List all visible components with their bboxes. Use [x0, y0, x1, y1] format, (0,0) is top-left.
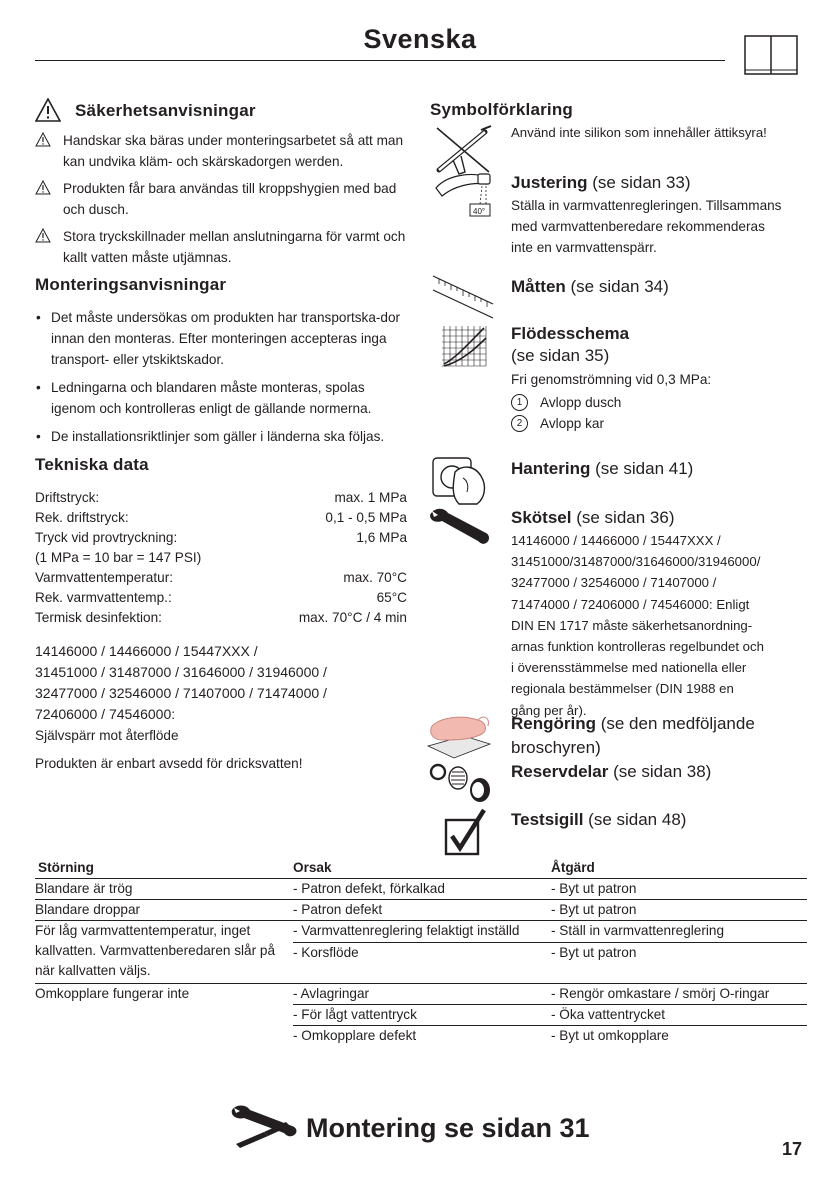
table-cell: - Byt ut patron: [551, 902, 637, 917]
safety-item: [35, 178, 407, 220]
troubleshooting-table: [35, 858, 807, 1046]
tech-label: (1 MPa = 10 bar = 147 PSI): [35, 550, 202, 565]
bullet: •: [36, 310, 41, 325]
rengoring-block: [511, 712, 755, 760]
table-cell: - Patron defekt, förkalkad: [293, 881, 445, 896]
hantering-block: [511, 458, 693, 481]
text-line: DIN EN 1717 måste säkerhetsanordning-: [511, 617, 753, 633]
tech-row: [35, 527, 407, 547]
flow-chart-icon: [440, 324, 488, 368]
table-row: [35, 900, 807, 921]
skotsel-text: [511, 530, 764, 721]
tech-label: Tryck vid provtryckning:: [35, 530, 178, 545]
safety-text: Stora tryckskillnader mellan anslutningarna för varmt och kallt vatten måste utjämnas.: [63, 229, 406, 265]
safety-item: [35, 130, 407, 172]
warning-small-icon: [35, 132, 51, 147]
safety-heading: Säkerhetsanvisningar: [75, 100, 256, 120]
bullet: •: [36, 380, 41, 395]
table-cell: - Avlagringar: [293, 986, 370, 1001]
book-icon: [743, 34, 799, 76]
table-cell: - Korsflöde: [293, 945, 359, 960]
testsigill-ref: (se sidan 48): [583, 810, 687, 829]
reservdelar-title: Reservdelar: [511, 762, 609, 781]
backflow-text: Självspärr mot återflöde: [35, 728, 179, 743]
tech-heading: Tekniska data: [35, 455, 149, 474]
table-cell: - Byt ut omkopplare: [551, 1028, 669, 1043]
dimensions-icon: [431, 274, 495, 320]
silicone-warning: Använd inte silikon som innehåller ättiksyra!: [511, 125, 767, 140]
page-title: Svenska: [363, 24, 477, 54]
text-line: 31451000/31487000/31646000/31946000/: [511, 554, 761, 570]
number-circle: 1: [511, 394, 528, 411]
bullet: •: [36, 429, 41, 444]
text-line: regionala bestämmelser (DIN 1988 en: [511, 681, 734, 697]
table-row: [35, 879, 807, 900]
table-cell: Omkopplare fungerar inte: [35, 986, 190, 1001]
hantering-title: Hantering: [511, 459, 591, 478]
footer-title: Montering se sidan 31: [306, 1113, 590, 1143]
tech-value: max. 1 MPa: [334, 490, 407, 505]
skotsel-ref: (se sidan 36): [571, 508, 675, 527]
tech-row: [35, 607, 407, 627]
table-header: [35, 858, 807, 879]
flode-text: Fri genomströmning vid 0,3 MPa:: [511, 372, 712, 387]
skotsel-block: [511, 507, 764, 721]
table-cell: - Byt ut patron: [551, 881, 637, 896]
flode-item: [511, 392, 711, 413]
tech-label: Rek. varmvattentemp.:: [35, 590, 172, 605]
safety-text: Handskar ska bäras under monteringsarbetet så att man kan undvika kläm- och skärskadorgen werden.: [63, 133, 404, 169]
table-cell: - För lågt vattentryck: [293, 1007, 417, 1022]
matten-title: Måtten: [511, 277, 566, 296]
model-line: 14146000 / 14466000 / 15447XXX /: [35, 643, 258, 659]
table-cell: Blandare droppar: [35, 902, 141, 917]
wrench-icon: [428, 505, 492, 545]
warning-small-icon: [35, 180, 51, 195]
test-seal-checkbox-icon: [444, 808, 488, 856]
header-rule: [35, 60, 725, 61]
table-row: [35, 921, 807, 943]
rengoring-ref2: broschyren): [511, 738, 601, 757]
text-line: Ställa in varmvattenregleringen. Tillsammans: [511, 198, 782, 213]
warning-small-icon: [35, 228, 51, 243]
flode-item: [511, 413, 711, 434]
model-line: 31451000 / 31487000 / 31646000 / 31946000 /: [35, 664, 327, 680]
hantering-ref: (se sidan 41): [590, 459, 694, 478]
flode-item-label: Avlopp kar: [540, 416, 604, 431]
table-cell: För låg varmvattentemperatur, inget kallvatten. Varmvattenberedaren slår på när kallvatten väljs.: [35, 923, 276, 978]
testsigill-block: [511, 809, 686, 832]
justering-ref: (se sidan 33): [587, 173, 691, 192]
tech-value: 0,1 - 0,5 MPa: [325, 510, 407, 525]
model-line: 72406000 / 74546000:: [35, 706, 176, 722]
text-line: med varmvattenberedare rekommenderas: [511, 219, 765, 234]
text-line: gång per år).: [511, 702, 587, 718]
flode-title: Flödesschema: [511, 324, 630, 343]
warning-icon: [35, 98, 61, 122]
tech-row: [35, 487, 407, 507]
rengoring-ref: (se den medföljande: [596, 714, 755, 733]
drinking-water-note: Produkten är enbart avsedd för dricksvatten!: [35, 756, 303, 771]
mounting-text: De installationsriktlinjer som gäller i länderna ska följas.: [51, 429, 385, 444]
mounting-item: [35, 307, 407, 370]
text-line: 32477000 / 32546000 / 71407000 /: [511, 575, 717, 591]
justering-text: [511, 195, 781, 258]
text-line: 14146000 / 14466000 / 15447XXX /: [511, 533, 721, 548]
mounting-heading: Monteringsanvisningar: [35, 275, 227, 294]
table-cell: - Omkopplare defekt: [293, 1028, 417, 1043]
text-line: arnas funktion kontrolleras regelbundet och: [511, 639, 764, 655]
model-list: [35, 641, 407, 725]
mounting-item: [35, 426, 407, 447]
mounting-item: [35, 377, 407, 419]
tools-icon: [228, 1102, 300, 1148]
mounting-text: Det måste undersökas om produkten har transportska-dor innan den monteras. Efter monteringen accepteras inga transport- eller ytskiktskador.: [51, 310, 401, 367]
number-circle: 2: [511, 415, 528, 432]
text-line: 71474000 / 72406000 / 74546000: Enligt: [511, 596, 750, 612]
table-cell: - Öka vattentrycket: [551, 1007, 666, 1022]
svg-text:40°: 40°: [473, 207, 486, 216]
tech-label: Driftstryck:: [35, 490, 100, 505]
matten-block: [511, 276, 669, 299]
reservdelar-ref: (se sidan 38): [608, 762, 712, 781]
page-number: 17: [782, 1139, 803, 1159]
model-line: 32477000 / 32546000 / 71407000 / 71474000 /: [35, 685, 327, 701]
tech-row: [35, 507, 407, 527]
skotsel-title: Skötsel: [511, 508, 572, 527]
matten-ref: (se sidan 34): [565, 277, 669, 296]
tech-row: [35, 587, 407, 607]
symbols-heading: Symbolförklaring: [430, 100, 574, 119]
table-cell: - Ställ in varmvattenreglering: [551, 923, 725, 938]
text-line: inte en varmvattenspärr.: [511, 240, 657, 255]
tech-label: Rek. driftstryck:: [35, 510, 129, 525]
table-cell: - Byt ut patron: [551, 945, 637, 960]
tech-row: [35, 567, 407, 587]
safety-section: [35, 98, 407, 774]
rengoring-title: Rengöring: [511, 714, 596, 733]
safety-text: Produkten får bara användas till kroppshygien med bad och dusch.: [63, 181, 397, 217]
flode-item-label: Avlopp dusch: [540, 395, 622, 410]
column-header: Störning: [38, 860, 94, 875]
testsigill-title: Testsigill: [511, 810, 584, 829]
justering-title: Justering: [511, 173, 588, 192]
text-line: i överensstämmelse med nationella eller: [511, 660, 747, 676]
column-header: Orsak: [293, 860, 332, 875]
tech-label: Termisk desinfektion:: [35, 610, 162, 625]
tech-value: max. 70°C / 4 min: [298, 610, 407, 625]
handling-icon: [429, 452, 493, 506]
tech-table: [35, 487, 407, 627]
table-row: [35, 984, 807, 1005]
justering-block: [511, 172, 781, 258]
tech-value: max. 70°C: [343, 570, 407, 585]
tech-value: 65°C: [376, 590, 407, 605]
tech-value: 1,6 MPa: [356, 530, 407, 545]
cleaning-icon: [424, 710, 494, 762]
table-cell: Blandare är trög: [35, 881, 133, 896]
tech-row: [35, 547, 407, 567]
adjustment-icon: [432, 168, 494, 220]
table-cell: - Rengör omkastare / smörj O-ringar: [551, 986, 770, 1001]
tech-label: Varmvattentemperatur:: [35, 570, 174, 585]
mounting-text: Ledningarna och blandaren måste monteras, spolas igenom och kontrolleras enligt de gällande normerna.: [51, 380, 372, 416]
flode-ref: (se sidan 35): [511, 346, 610, 365]
spare-parts-icon: [426, 758, 498, 806]
flode-block: [511, 323, 711, 434]
column-header: Åtgärd: [551, 860, 595, 875]
table-cell: - Patron defekt: [293, 902, 383, 917]
table-cell: - Varmvattenreglering felaktigt inställd: [293, 923, 520, 938]
safety-item: [35, 226, 407, 268]
reservdelar-block: [511, 761, 711, 784]
